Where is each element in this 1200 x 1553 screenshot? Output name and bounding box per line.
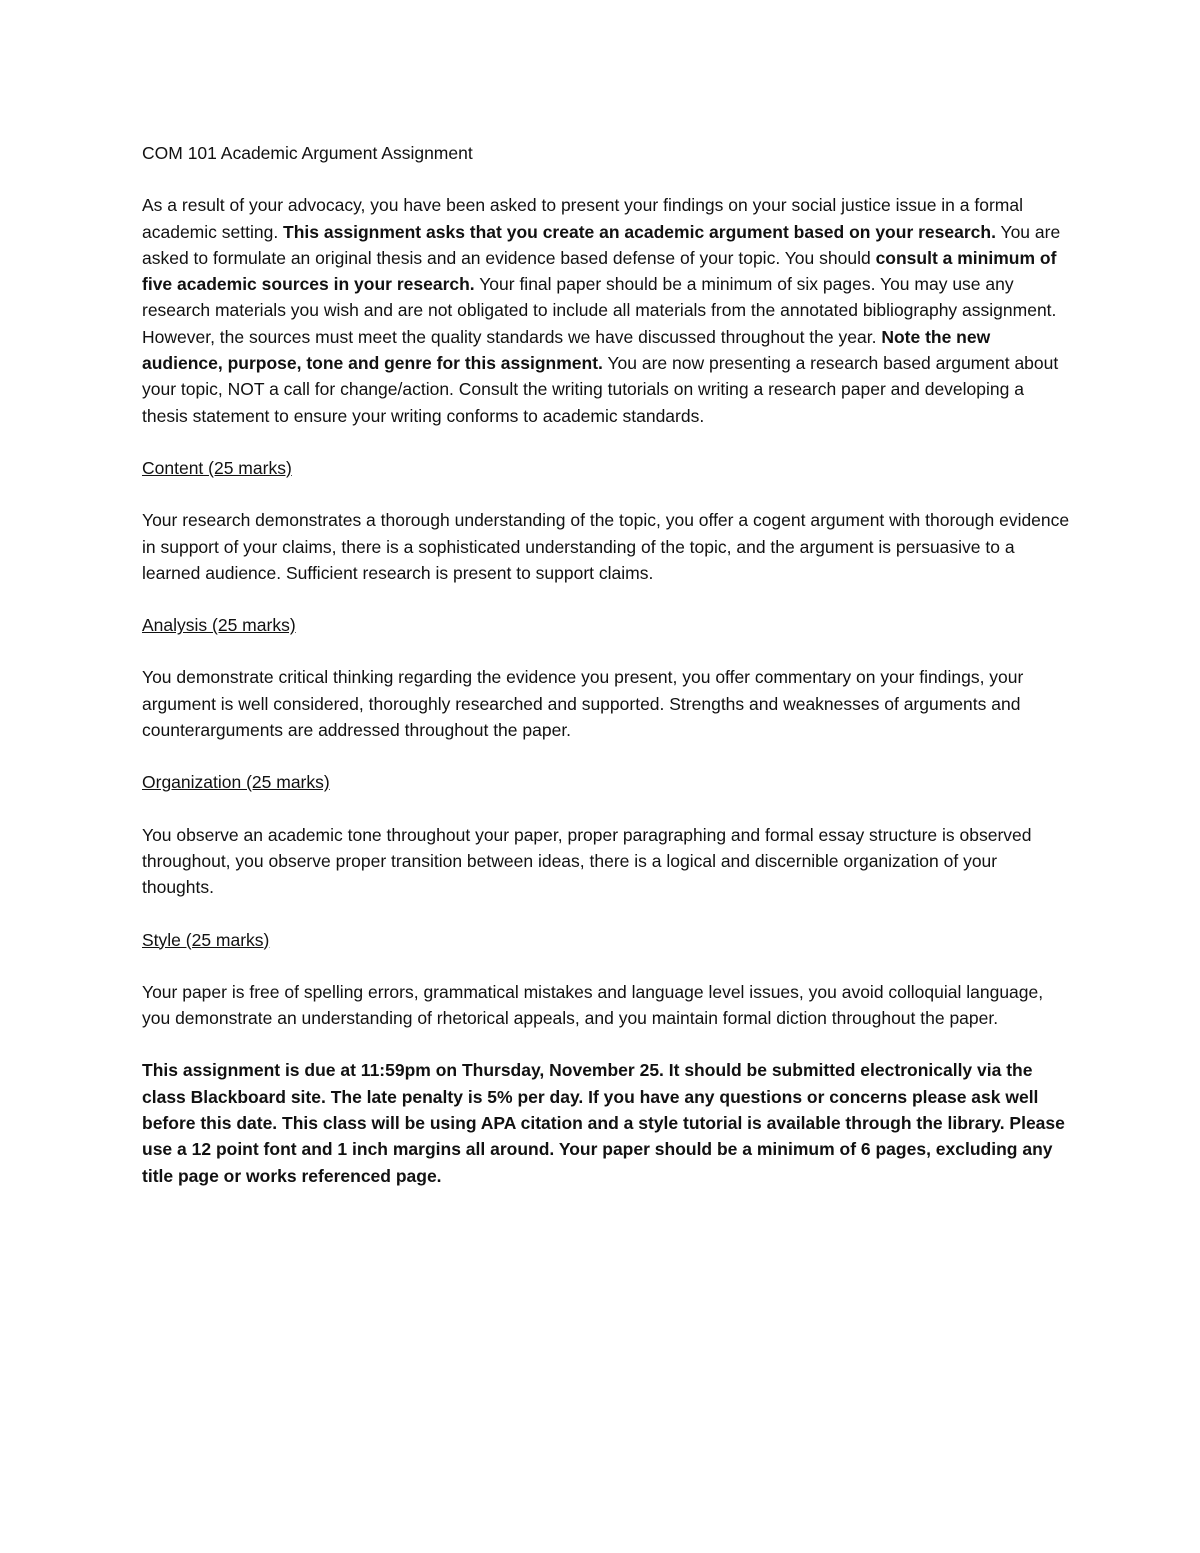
- section-body-organization: You observe an academic tone throughout your paper, proper paragraphing and formal essay structure is observed throughout, you observe proper transition between ideas, there is a logical and discernible organization of your thoughts.: [142, 824, 1032, 898]
- intro-text-2: You are asked to formulate an original thesis and an evidence based defense of your topic. You should: [142, 221, 1061, 268]
- analysis-heading: Analysis (25 marks): [142, 615, 296, 636]
- organization-heading: Organization (25 marks): [142, 772, 330, 793]
- section-heading-analysis: [142, 612, 1072, 638]
- style-heading: Style (25 marks): [142, 929, 270, 950]
- section-body-style: Your paper is free of spelling errors, grammatical mistakes and language level issues, you avoid colloquial language, you demonstrate an understanding of rhetorical appeals, and you maintain formal diction throughout the paper.: [142, 981, 1044, 1029]
- closing-paragraph: [142, 1057, 1072, 1188]
- closing-text: This assignment is due at 11:59pm on Thursday, November 25. It should be submitted electronically via the class Blackboard site. The late penalty is 5% per day. If you have any questions or concerns please ask well before this date. This class will be using APA citation and a style tutorial is available through the library. Please use a 12 point font and 1 inch margins all around. Your paper should be a minimum of 6 pages, excluding any title page or works referenced page.: [142, 1060, 1065, 1186]
- intro-paragraph: [142, 192, 1072, 429]
- intro-bold-2: consult a minimum of five academic sources in your research.: [142, 247, 1057, 295]
- document-title: COM 101 Academic Argument Assignment: [142, 143, 473, 163]
- document-page: [142, 140, 1072, 1215]
- section-heading-content: [142, 455, 1072, 481]
- intro-text-3: Your final paper should be a minimum of six pages. You may use any research materials you wish and are not obligated to include all materials from the annotated bibliography assignment. However, the sources must meet the quality standards we have discussed throughout the year.: [142, 274, 1057, 347]
- section-heading-organization: [142, 769, 1072, 795]
- intro-bold-1: This assignment asks that you create an academic argument based on your research.: [283, 221, 996, 242]
- section-body-analysis: You demonstrate critical thinking regarding the evidence you present, you offer commentary on your findings, your argument is well considered, thoroughly researched and supported. Strengths and weaknesses of arguments and counterarguments are addressed throughout the paper.: [142, 667, 1024, 741]
- intro-text-1: As a result of your advocacy, you have been asked to present your findings on your social justice issue in a formal academic setting.: [142, 195, 1023, 242]
- content-heading: Content (25 marks): [142, 457, 292, 478]
- intro-bold-3: Note the new audience, purpose, tone and genre for this assignment.: [142, 326, 991, 374]
- intro-text-4: You are now presenting a research based argument about your topic, NOT a call for change/action. Consult the writing tutorials on writing a research paper and developing a thesis statement to ensure your writing conforms to academic standards.: [142, 353, 1059, 426]
- section-body-content: Your research demonstrates a thorough understanding of the topic, you offer a cogent argument with thorough evidence in support of your claims, there is a sophisticated understanding of the topic, and the argument is persuasive to a learned audience. Sufficient research is present to support claims.: [142, 510, 1070, 583]
- section-heading-style: [142, 927, 1072, 953]
